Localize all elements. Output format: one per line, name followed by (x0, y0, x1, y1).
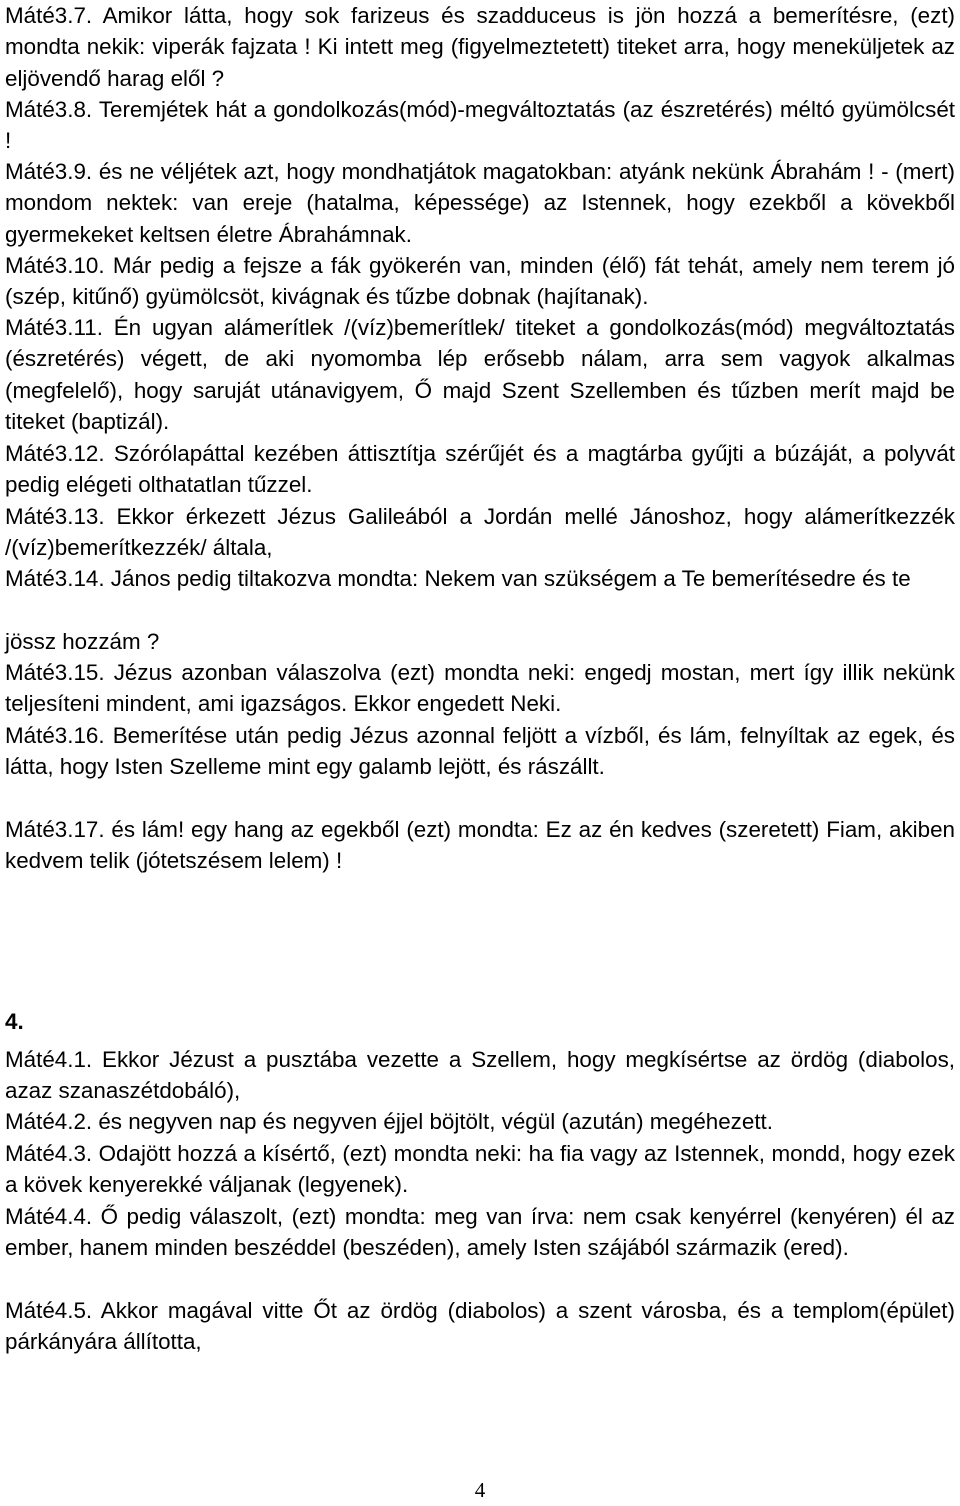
verse-mat-3-14-continued: jössz hozzám ? (5, 629, 160, 654)
verse-mat-3-12: Máté3.12. Szórólapáttal kezében áttisztítja szérűjét és a magtárba gyűjti a búzáját, a polyvát pedig elégeti olthatatlan tűzzel. (5, 441, 955, 498)
verse-mat-3-15: Máté3.15. Jézus azonban válaszolva (ezt) mondta neki: engedj mostan, mert így illik nekünk teljesíteni mindent, ami igazságos. Ekkor engedett Neki. (5, 660, 955, 717)
chapter-heading: 4. (5, 1009, 24, 1034)
verse-mat-3-10: Máté3.10. Már pedig a fejsze a fák gyökerén van, minden (élő) fát tehát, amely nem terem jó (szép, kitűnő) gyümölcsöt, kivágnak és tűzbe dobnak (hajítanak). (5, 253, 955, 310)
verse-mat-4-4: Máté4.4. Ő pedig válaszolt, (ezt) mondta: meg van írva: nem csak kenyérrel (kenyéren) él az ember, hanem minden beszéddel (beszéden), amely Isten szájából származik (ered). (5, 1204, 955, 1261)
verse-mat-3-16: Máté3.16. Bemerítése után pedig Jézus azonnal feljött a vízből, és lám, felnyíltak az egek, és látta, hogy Isten Szelleme mint egy galamb lejött, és rászállt. (5, 723, 955, 780)
verse-mat-3-13: Máté3.13. Ekkor érkezett Jézus Galileából a Jordán mellé Jánoshoz, hogy alámerítkezzék /(víz)bemerítkezzék/ általa, (5, 504, 955, 561)
page-number: 4 (474, 1478, 486, 1502)
verse-mat-3-14: Máté3.14. János pedig tiltakozva mondta: Nekem van szükségem a Te bemerítésedre és te (5, 566, 911, 591)
verse-mat-4-3: Máté4.3. Odajött hozzá a kísértő, (ezt) mondta neki: ha fia vagy az Istennek, mondd, hogy ezek a kövek kenyerekké váljanak (legyenek). (5, 1141, 955, 1198)
verse-mat-3-17: Máté3.17. és lám! egy hang az egekből (ezt) mondta: Ez az én kedves (szeretett) Fiam, akiben kedvem telik (jótetszésem lelem) ! (5, 817, 955, 874)
verse-mat-4-2: Máté4.2. és negyven nap és negyven éjjel böjtölt, végül (azután) megéhezett. (5, 1109, 773, 1134)
verse-mat-3-8: Máté3.8. Teremjétek hát a gondolkozás(mód)-megváltoztatás (az észretérés) méltó gyümölcsét ! (5, 97, 955, 154)
verse-mat-3-9: Máté3.9. és ne véljétek azt, hogy mondhatjátok magatokban: atyánk nekünk Ábrahám ! - (mert) mondom nektek: van ereje (hatalma, képessége) az Istennek, hogy ezekből a kövekből gyermekeket keltsen életre Ábrahámnak. (5, 159, 955, 247)
verse-mat-4-5: Máté4.5. Akkor magával vitte Őt az ördög (diabolos) a szent városba, és a templom(épület) párkányára állította, (5, 1298, 955, 1355)
verse-mat-4-1: Máté4.1. Ekkor Jézust a pusztába vezette a Szellem, hogy megkísértse az ördög (diabolos, azaz szanaszétdobáló), (5, 1047, 955, 1104)
verse-mat-3-7: Máté3.7. Amikor látta, hogy sok farizeus és szadduceus is jön hozzá a bemerítésre, (ezt) mondta nekik: viperák fajzata ! Ki intett meg (figyelmeztetett) titeket arra, hogy meneküljetek az eljövendő harag elől ? (5, 3, 955, 91)
verse-mat-3-11: Máté3.11. Én ugyan alámerítlek /(víz)bemerítlek/ titeket a gondolkozás(mód) megváltoztatás (észretérés) végett, de aki nyomomba lép erősebb nálam, arra sem vagyok alkalmas (megfelelő), hogy saruját utánavigyem, Ő majd Szent Szellemben és tűzben merít majd be titeket (baptizál). (5, 315, 955, 435)
